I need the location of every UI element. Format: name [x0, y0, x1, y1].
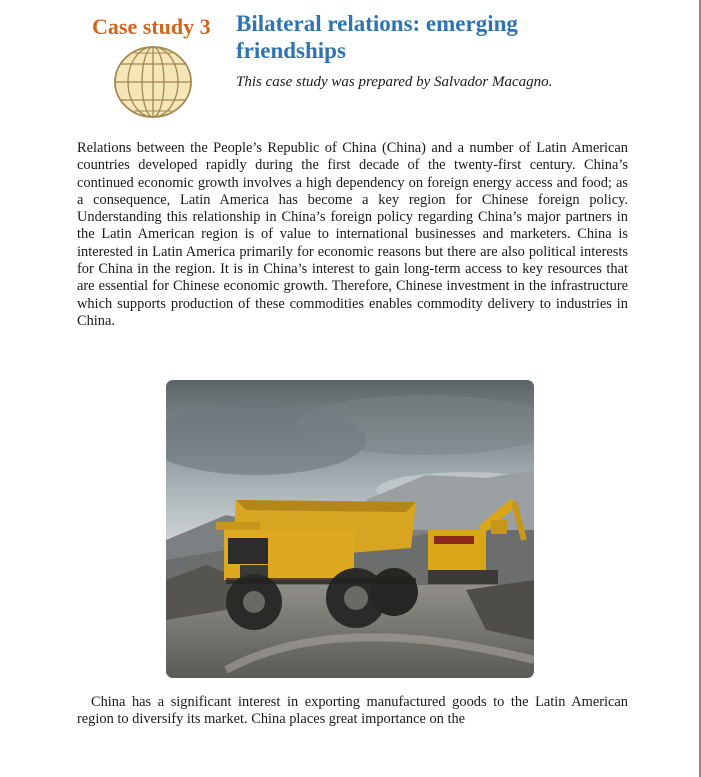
- body-paragraph: Relations between the People’s Republic of China (China) and a number of Latin American countries developed rapidly during the first decade of the twenty-first century. China’s continued economic growth involves a high dependency on foreign energy access and food; as a consequence, Latin America has become a key region for Chinese foreign policy. Understanding this relationship in China’s foreign policy regarding China’s major partners in the Latin American region is of value to international businesses and marketers. China is interested in Latin America primarily for economic reasons but there are also political interests for China in the region. It is in China’s interest to gain long-term access to key resources that are essential for Chinese economic growth. Therefore, Chinese investment in the infrastructure which supports production of these commodities enables commodity delivery to industries in China.: [77, 140, 628, 329]
- body-paragraph: China has a significant interest in exporting manufactured goods to the Latin American region to diversify its market. China places great importance on the: [77, 694, 628, 728]
- case-study-label: Case study 3: [92, 14, 211, 39]
- byline: This case study was prepared by Salvador Macagno.: [236, 74, 553, 90]
- page-title: Bilateral relations: emerging friendships: [236, 11, 518, 63]
- globe-icon: [112, 44, 194, 120]
- mining-truck-photo: [166, 380, 534, 678]
